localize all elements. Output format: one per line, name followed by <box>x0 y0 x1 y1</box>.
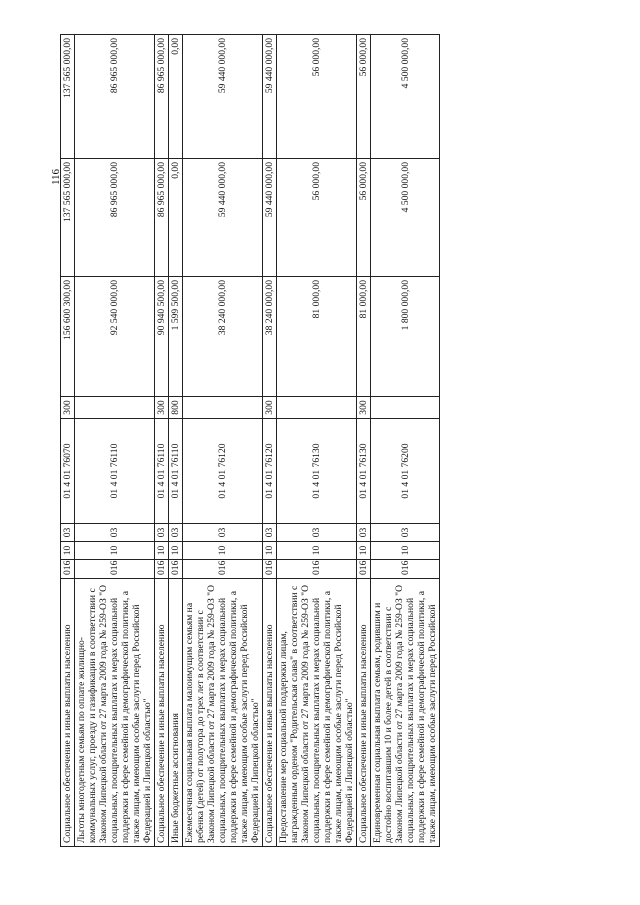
cell-target-item: 01 4 01 76130 <box>357 419 371 524</box>
cell-amount-2: 86 965 000,00 <box>75 159 155 277</box>
cell-name: Предоставление мер социальной поддержки лицам, награжденным орденом "Родительская слава" в соответствии с Законом Липецкой области от 27 марта 2009 года № 259-ОЗ "О социальных, поощрительных выплатах и мерах социальной поддержки в сфере семейной и демографической политики, а также лицам, имеющим особые заслуги перед Российской Федерацией и Липецкой областью" <box>277 579 357 847</box>
cell-admin-code: 016 <box>277 560 357 579</box>
cell-section: 10 <box>371 542 440 560</box>
cell-name: Социальное обеспечение и иные выплаты населению <box>357 579 371 847</box>
cell-admin-code: 016 <box>183 560 263 579</box>
cell-subsection: 03 <box>61 524 75 542</box>
cell-expense-type: 300 <box>155 397 169 419</box>
cell-amount-2: 4 500 000,00 <box>371 159 440 277</box>
cell-amount-1: 156 600 300,00 <box>61 277 75 397</box>
cell-section: 10 <box>277 542 357 560</box>
table-row <box>357 35 371 847</box>
cell-section: 10 <box>155 542 169 560</box>
table-row <box>61 35 75 847</box>
cell-section: 10 <box>169 542 183 560</box>
cell-section: 10 <box>75 542 155 560</box>
cell-amount-3: 0,00 <box>169 35 183 159</box>
cell-amount-3: 86 965 000,00 <box>155 35 169 159</box>
table-row <box>155 35 169 847</box>
cell-admin-code: 016 <box>75 560 155 579</box>
cell-name: Социальное обеспечение и иные выплаты населению <box>61 579 75 847</box>
cell-section: 10 <box>263 542 277 560</box>
table-row <box>183 35 263 847</box>
cell-amount-3: 86 965 000,00 <box>75 35 155 159</box>
cell-amount-2: 59 440 000,00 <box>263 159 277 277</box>
cell-amount-1: 81 000,00 <box>277 277 357 397</box>
cell-subsection: 03 <box>357 524 371 542</box>
cell-amount-3: 59 440 000,00 <box>263 35 277 159</box>
cell-amount-1: 38 240 000,00 <box>183 277 263 397</box>
cell-amount-1: 90 940 500,00 <box>155 277 169 397</box>
cell-target-item: 01 4 01 76110 <box>169 419 183 524</box>
table-row <box>75 35 155 847</box>
cell-subsection: 03 <box>183 524 263 542</box>
cell-admin-code: 016 <box>155 560 169 579</box>
cell-admin-code: 016 <box>357 560 371 579</box>
table-body <box>61 35 440 847</box>
cell-amount-3: 56 000,00 <box>357 35 371 159</box>
cell-section: 10 <box>61 542 75 560</box>
cell-expense-type <box>277 397 357 419</box>
cell-target-item: 01 4 01 76130 <box>277 419 357 524</box>
cell-subsection: 03 <box>263 524 277 542</box>
cell-expense-type <box>183 397 263 419</box>
cell-amount-1: 1 599 500,00 <box>169 277 183 397</box>
cell-admin-code: 016 <box>169 560 183 579</box>
table-row <box>277 35 357 847</box>
cell-expense-type: 300 <box>357 397 371 419</box>
cell-name: Социальное обеспечение и иные выплаты населению <box>263 579 277 847</box>
cell-expense-type: 800 <box>169 397 183 419</box>
cell-amount-3: 56 000,00 <box>277 35 357 159</box>
cell-amount-2: 0,00 <box>169 159 183 277</box>
cell-amount-1: 81 000,00 <box>357 277 371 397</box>
cell-target-item: 01 4 01 76070 <box>61 419 75 524</box>
cell-name: Ежемесячная социальная выплата малоимущим семьям на ребенка (детей) от полутора до трех лет в соответствии с Законом Липецкой области от 27 марта 2009 года № 259-ОЗ "О социальных, поощрительных выплатах и мерах социальной поддержки в сфере семейной и демографической политики, а также лицам, имеющим особые заслуги перед Российской Федерацией и Липецкой областью" <box>183 579 263 847</box>
cell-amount-2: 59 440 000,00 <box>183 159 263 277</box>
cell-admin-code: 016 <box>61 560 75 579</box>
rotated-table-wrapper <box>60 35 602 847</box>
cell-name: Иные бюджетные ассигнования <box>169 579 183 847</box>
cell-name: Льготы многодетным семьям по оплате жилищно-коммунальных услуг, проезду и газификации в соответствии с Законом Липецкой области от 27 марта 2009 года № 259-ОЗ "О социальных, поощрительных выплатах и мерах социальной поддержки в сфере семейной и демографической политики, а также лицам, имеющим особые заслуги перед Российской Федерацией и Липецкой областью" <box>75 579 155 847</box>
cell-amount-3: 59 440 000,00 <box>183 35 263 159</box>
cell-expense-type <box>75 397 155 419</box>
cell-target-item: 01 4 01 76120 <box>263 419 277 524</box>
cell-section: 10 <box>183 542 263 560</box>
cell-subsection: 03 <box>155 524 169 542</box>
budget-table <box>60 34 440 847</box>
cell-subsection: 03 <box>277 524 357 542</box>
cell-amount-3: 4 500 000,00 <box>371 35 440 159</box>
cell-target-item: 01 4 01 76200 <box>371 419 440 524</box>
cell-admin-code: 016 <box>263 560 277 579</box>
cell-name: Социальное обеспечение и иные выплаты населению <box>155 579 169 847</box>
cell-section: 10 <box>357 542 371 560</box>
cell-amount-1: 38 240 000,00 <box>263 277 277 397</box>
cell-amount-3: 137 565 000,00 <box>61 35 75 159</box>
cell-amount-1: 92 540 000,00 <box>75 277 155 397</box>
cell-subsection: 03 <box>371 524 440 542</box>
cell-expense-type: 300 <box>263 397 277 419</box>
cell-subsection: 03 <box>169 524 183 542</box>
cell-expense-type <box>371 397 440 419</box>
cell-target-item: 01 4 01 76110 <box>155 419 169 524</box>
cell-admin-code: 016 <box>371 560 440 579</box>
cell-amount-2: 137 565 000,00 <box>61 159 75 277</box>
cell-amount-2: 56 000,00 <box>357 159 371 277</box>
table-row <box>371 35 440 847</box>
table-row <box>263 35 277 847</box>
cell-expense-type: 300 <box>61 397 75 419</box>
cell-subsection: 03 <box>75 524 155 542</box>
cell-amount-2: 86 965 000,00 <box>155 159 169 277</box>
page-number: 116 <box>50 168 62 186</box>
cell-target-item: 01 4 01 76110 <box>75 419 155 524</box>
cell-amount-1: 1 800 000,00 <box>371 277 440 397</box>
table-row <box>169 35 183 847</box>
cell-amount-2: 56 000,00 <box>277 159 357 277</box>
cell-name: Единовременная социальная выплата семьям, родившим и достойно воспитавшим 10 и более детей в соответствии с Законом Липецкой области от 27 марта 2009 года № 259-ОЗ "О социальных, поощрительных выплатах и мерах социальной поддержки в сфере семейной и демографической политики, а также лицам, имеющим особые заслуги перед Российской <box>371 579 440 847</box>
cell-target-item: 01 4 01 76120 <box>183 419 263 524</box>
